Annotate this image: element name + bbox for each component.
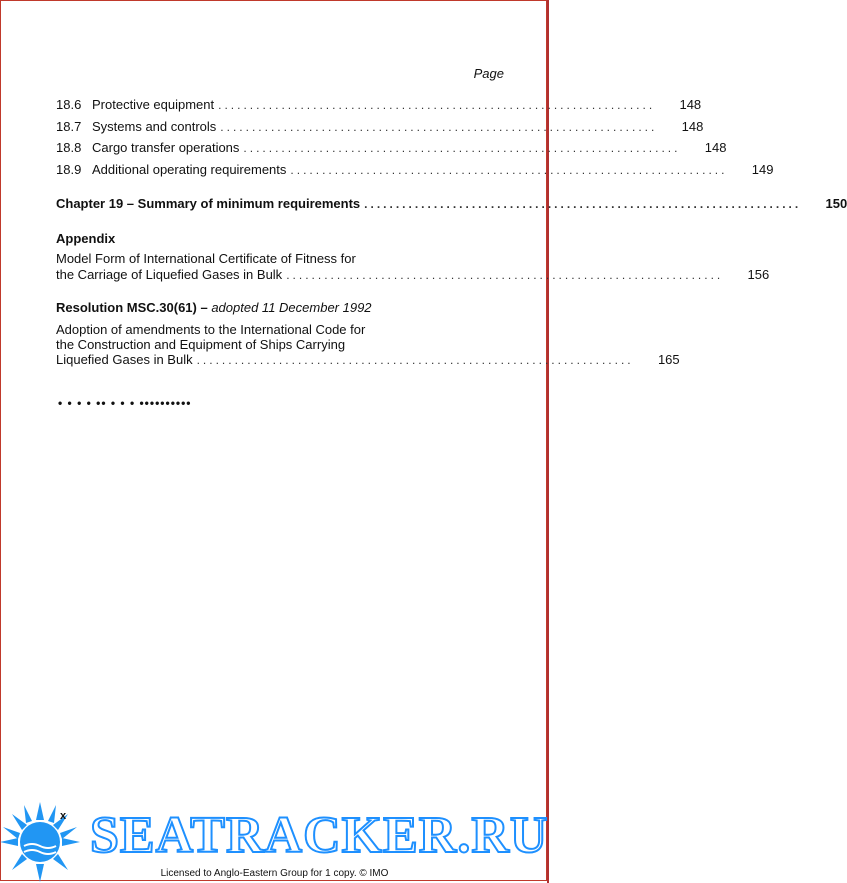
watermark-text: SEATRACKER.RU bbox=[90, 807, 549, 864]
toc-number: 18.9 bbox=[56, 162, 82, 177]
toc-leader: ..................................................................... bbox=[290, 163, 728, 177]
toc-title: Liquefied Gases in Bulk bbox=[56, 352, 193, 367]
appendix-heading: Appendix bbox=[56, 231, 116, 246]
ornament-dots: • • • • •• • • • •••••••••• bbox=[58, 396, 192, 410]
toc-title: Cargo transfer operations bbox=[92, 140, 240, 155]
appendix-line-1: Model Form of International Certificate of Fitness for bbox=[56, 251, 356, 266]
toc-page: 148 bbox=[704, 140, 727, 155]
toc-page: 148 bbox=[679, 97, 702, 112]
toc-page: 149 bbox=[751, 162, 774, 177]
toc-number: 18.7 bbox=[56, 119, 82, 134]
watermark-mark: x bbox=[60, 810, 67, 822]
toc-page: 165 bbox=[657, 352, 680, 367]
toc-entry-18-8 bbox=[56, 139, 727, 157]
toc-leader: ..................................................................... bbox=[364, 197, 802, 211]
toc-leader: ..................................................................... bbox=[218, 98, 656, 112]
toc-leader: ..................................................................... bbox=[286, 268, 724, 282]
toc-entry-resolution bbox=[56, 351, 680, 369]
toc-entry-18-7 bbox=[56, 118, 704, 136]
toc-title: Chapter 19 – Summary of minimum requirements bbox=[56, 196, 361, 211]
toc-page: 148 bbox=[681, 119, 704, 134]
resolution-heading bbox=[56, 300, 372, 315]
toc-title: Systems and controls bbox=[92, 119, 217, 134]
toc-leader: ..................................................................... bbox=[243, 141, 681, 155]
toc-title: Additional operating requirements bbox=[92, 162, 287, 177]
toc-entry-chapter-19 bbox=[56, 195, 847, 213]
toc-leader: ..................................................................... bbox=[220, 120, 658, 134]
toc-entry-18-9 bbox=[56, 161, 774, 179]
toc-page: 156 bbox=[747, 267, 770, 282]
toc-number: 18.6 bbox=[56, 97, 82, 112]
toc-title: the Carriage of Liquefied Gases in Bulk bbox=[56, 267, 283, 282]
toc-leader: ..................................................................... bbox=[196, 353, 634, 367]
toc-number: 18.8 bbox=[56, 140, 82, 155]
resolution-date: adopted 11 December 1992 bbox=[211, 300, 372, 315]
toc-entry-appendix bbox=[56, 266, 770, 284]
resolution-line-1: Adoption of amendments to the International Code for bbox=[56, 322, 366, 337]
page-column-heading: Page bbox=[473, 66, 504, 81]
resolution-line-2: the Construction and Equipment of Ships Carrying bbox=[56, 337, 346, 352]
toc-entry-18-6 bbox=[56, 96, 702, 114]
toc-page: 150 bbox=[825, 196, 847, 211]
resolution-title: Resolution MSC.30(61) – bbox=[56, 300, 208, 315]
license-notice: Licensed to Anglo-Eastern Group for 1 copy. © IMO bbox=[160, 868, 389, 879]
toc-title: Protective equipment bbox=[92, 97, 215, 112]
